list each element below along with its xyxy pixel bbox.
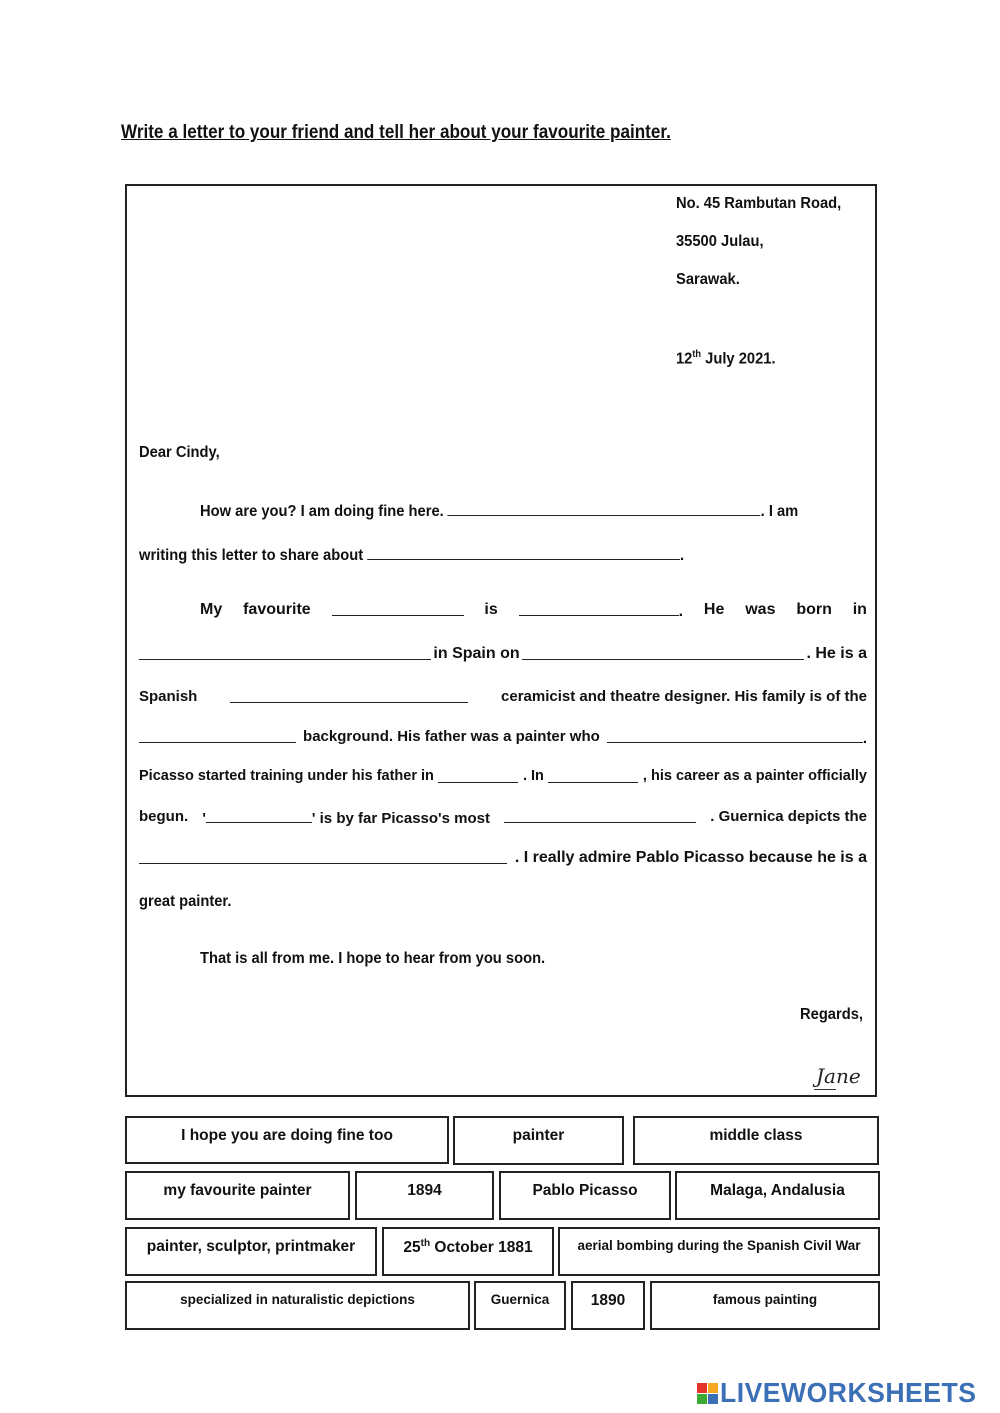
word-bank-item[interactable]: I hope you are doing fine too (125, 1116, 449, 1164)
letter-line-p1b (139, 545, 684, 565)
date-month-year: October 1881 (430, 1239, 533, 1257)
text-guernica-depicts: . Guernica depicts the (710, 808, 867, 825)
word-bank-item[interactable]: painter, sculptor, printmaker (125, 1227, 377, 1276)
text-ceramicist: ceramicist and theatre designer. His family is of the (501, 688, 867, 705)
blank-4[interactable] (519, 601, 679, 616)
word-bank-item[interactable]: Guernica (474, 1281, 566, 1330)
blank-7[interactable] (230, 688, 468, 703)
letter-line-6 (139, 808, 867, 827)
letter-line-7 (139, 849, 867, 867)
brand-footer[interactable] (697, 1378, 990, 1408)
text-was: was (745, 601, 776, 618)
text-admire: . I really admire Pablo Picasso because he is a (514, 849, 867, 866)
text-quote-open: ' (202, 810, 206, 827)
text-career: , his career as a painter officially (642, 768, 867, 784)
blank-12[interactable] (206, 808, 312, 823)
logo-tile-blue (708, 1394, 718, 1404)
text-dot: . (678, 603, 684, 620)
text-p1c: writing this letter to share about (139, 547, 364, 564)
letter-date (676, 349, 776, 368)
letter-line-p1a (200, 501, 798, 521)
date-rest: July 2021. (701, 350, 776, 368)
address-line-2: 35500 Julau, (676, 233, 764, 250)
word-bank-item[interactable]: middle class (633, 1116, 879, 1165)
text-he: He (703, 601, 725, 618)
blank-10[interactable] (438, 768, 518, 783)
word-bank-item[interactable]: 1890 (571, 1281, 645, 1330)
word-bank-item[interactable]: my favourite painter (125, 1171, 350, 1220)
text-in-spain-on: in Spain on (433, 645, 520, 662)
logo-tile-orange (708, 1383, 718, 1393)
date-day: 12 (676, 350, 693, 368)
letter-line-5 (139, 768, 867, 784)
letter-line-3 (139, 688, 867, 705)
logo-tile-red (697, 1383, 707, 1393)
word-bank-item[interactable]: famous painting (650, 1281, 880, 1330)
text-born: born (796, 601, 832, 618)
date-suffix: th (692, 349, 702, 360)
text-begun: begun. (139, 808, 189, 825)
date-number: 25 (403, 1239, 421, 1257)
text-is: is (484, 601, 498, 618)
text-in-2: . In (522, 768, 544, 784)
text-he-is-a: . He is a (806, 645, 867, 662)
text-most: ' is by far Picasso's most (311, 810, 490, 827)
signature: Jane (816, 1064, 861, 1088)
blank-2[interactable] (367, 545, 680, 560)
word-bank-item[interactable]: specialized in naturalistic depictions (125, 1281, 470, 1330)
blank-9[interactable] (607, 728, 863, 743)
text-my: My (200, 601, 223, 618)
text-p1b: . I am (760, 503, 799, 520)
blank-6[interactable] (522, 645, 804, 660)
blank-1[interactable] (448, 501, 761, 516)
letter-line-8: great painter. (139, 893, 232, 910)
brand-name: LIVEWORKSHEETS (720, 1377, 977, 1408)
blank-8[interactable] (139, 728, 296, 743)
text-favourite: favourite (243, 601, 311, 618)
logo-tile-green (697, 1394, 707, 1404)
blank-14[interactable] (139, 849, 507, 864)
text-spanish: Spanish (139, 688, 198, 705)
worksheet-title: Write a letter to your friend and tell her about your favourite painter. (121, 122, 671, 143)
letter-paragraph-3: That is all from me. I hope to hear from you soon. (200, 950, 546, 967)
word-bank-item[interactable]: aerial bombing during the Spanish Civil War (558, 1227, 880, 1276)
date-ordinal: th (420, 1238, 431, 1249)
word-bank-item[interactable]: Pablo Picasso (499, 1171, 671, 1220)
word-bank-item[interactable]: painter (453, 1116, 624, 1165)
word-bank-item[interactable] (382, 1227, 554, 1276)
blank-11[interactable] (548, 768, 638, 783)
word-bank-item[interactable]: Malaga, Andalusia (675, 1171, 880, 1220)
text-dot-2: . (862, 730, 867, 747)
text-p1d: . (679, 547, 685, 564)
text-in: in (852, 601, 867, 618)
word-bank-item[interactable]: 1894 (355, 1171, 494, 1220)
liveworksheets-logo-icon (697, 1383, 718, 1404)
blank-13[interactable] (504, 808, 696, 823)
letter-line-4 (139, 728, 867, 747)
letter-closing: Regards, (800, 1006, 863, 1023)
greeting: Dear Cindy, (139, 444, 220, 461)
blank-5[interactable] (139, 645, 431, 660)
address-line-1: No. 45 Rambutan Road, (676, 195, 842, 212)
text-picasso-training: Picasso started training under his father in (139, 768, 434, 784)
letter-line-p2-1 (200, 601, 867, 621)
text-background: background. His father was a painter who (303, 728, 600, 745)
address-line-3: Sarawak. (676, 271, 740, 288)
blank-3[interactable] (332, 601, 464, 616)
letter-line-2 (139, 645, 867, 663)
text-p1a: How are you? I am doing fine here. (200, 503, 444, 520)
